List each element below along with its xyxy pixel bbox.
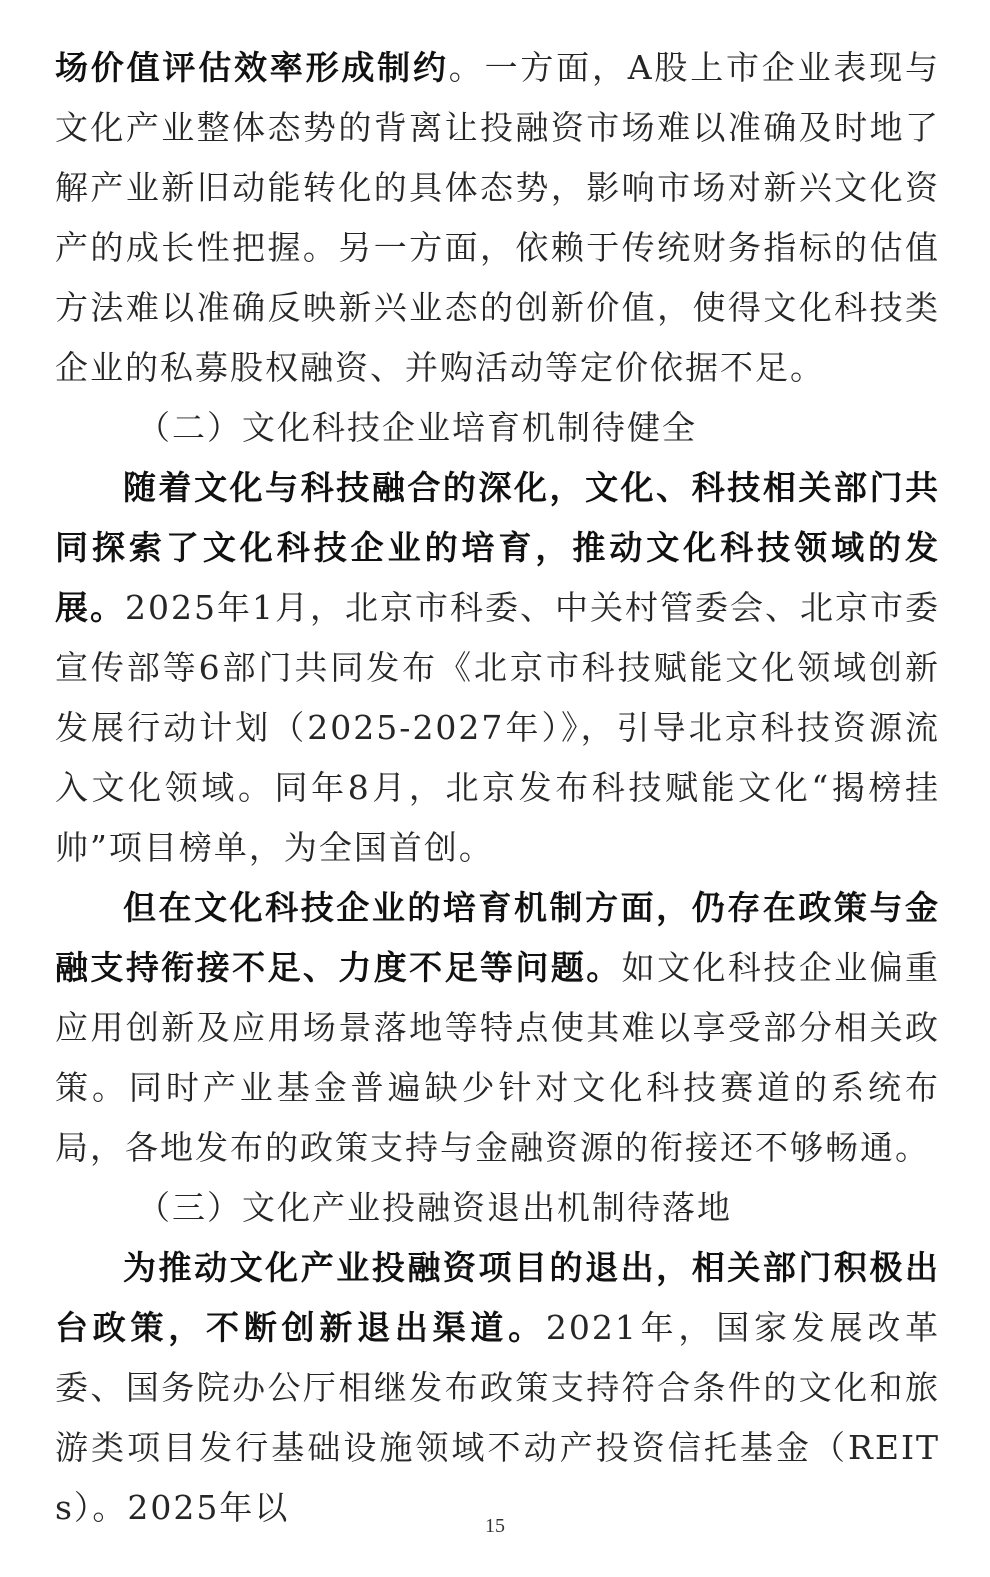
paragraph-1-bold-lead: 场价值评估效率形成制约: [55, 48, 449, 87]
section-heading-3: （三）文化产业投融资退出机制待落地: [137, 1188, 732, 1227]
section-heading-2: （二）文化科技企业培育机制待健全: [137, 408, 697, 447]
paragraph-2-body: 2025年1月，北京市科委、中关村管委会、北京市委宣传部等6部门共同发布《北京市科技赋能文化领域创新发展行动计划（2025-2027年）》，引导北京科技资源流入文化领域。同年8月，北京发布科技赋能文化“揭榜挂帅”项目榜单，为全国首创。: [55, 588, 941, 867]
paragraph-3-body: 如文化科技企业偏重应用创新及应用场景落地等特点使其难以享受部分相关政策。同时产业基金普遍缺少针对文化科技赛道的系统布局，各地发布的政策支持与金融资源的衔接还不够畅通。: [55, 948, 941, 1167]
paragraph-1: [55, 38, 940, 398]
page-number: 15: [485, 1515, 505, 1537]
document-page: [55, 38, 940, 1538]
paragraph-2-bold-lead: 随着文化与科技融合的深化，文化、科技相关部门共同探索了文化科技企业的培育，推动文化科技领域的发展。: [55, 468, 940, 627]
paragraph-1-body: 。一方面，A股上市企业表现与文化产业整体态势的背离让投融资市场难以准确及时地了解产业新旧动能转化的具体态势，影响市场对新兴文化资产的成长性把握。另一方面，依赖于传统财务指标的估值方法难以准确反映新兴业态的创新价值，使得文化科技类企业的私募股权融资、并购活动等定价依据不足。: [55, 48, 940, 387]
paragraph-4-bold-lead: 为推动文化产业投融资项目的退出，相关部门积极出台政策，不断创新退出渠道。: [55, 1248, 940, 1347]
paragraph-3: [55, 878, 940, 1178]
paragraph-3-bold-lead: 但在文化科技企业的培育机制方面，仍存在政策与金融支持衔接不足、力度不足等问题。: [55, 888, 940, 987]
paragraph-4-body: 2021年，国家发展改革委、国务院办公厅相继发布政策支持符合条件的文化和旅游类项目发行基础设施领域不动产投资信托基金（REITs）。2025年以: [55, 1308, 941, 1527]
paragraph-4: [55, 1238, 940, 1538]
paragraph-2: [55, 458, 940, 878]
